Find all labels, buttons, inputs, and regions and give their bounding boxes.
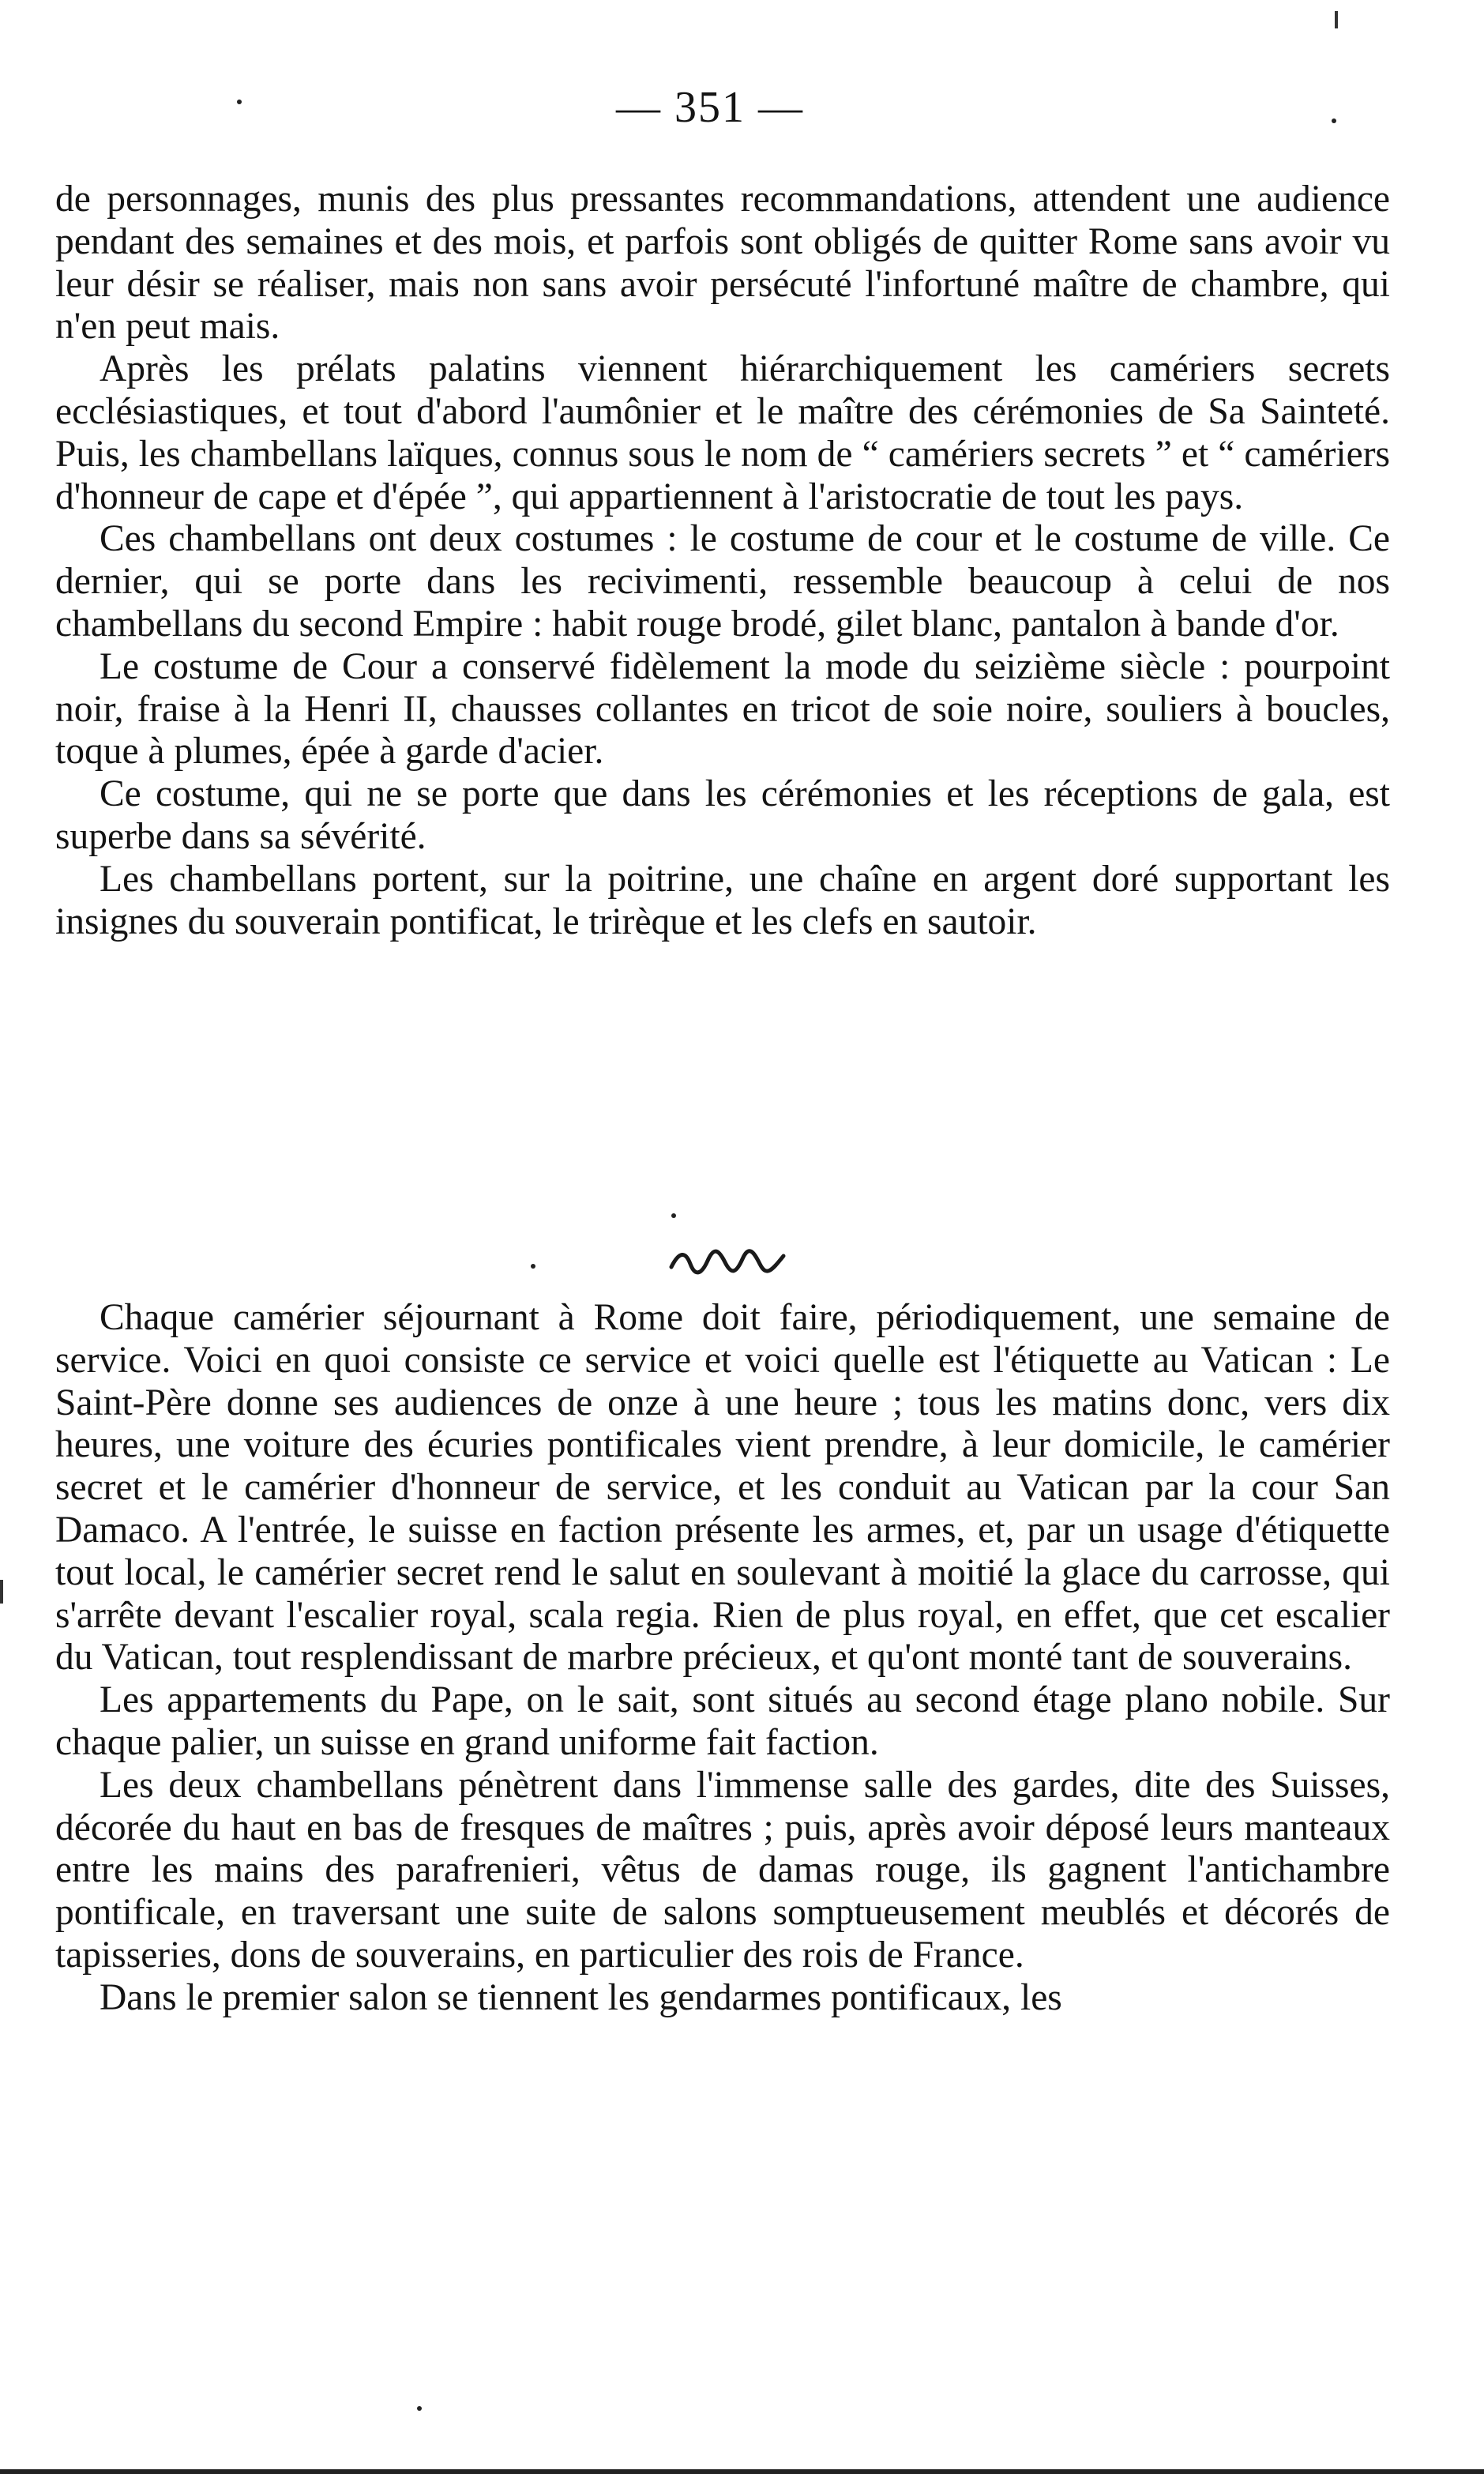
paragraph: Les chambellans portent, sur la poitrine, une chaîne en argent doré supportant les insignes du souverain pontificat, le trirèque et les clefs en sautoir. <box>55 858 1390 942</box>
page-number: — 351 — <box>616 83 804 132</box>
text-section-1 <box>55 179 1390 943</box>
text-section-2 <box>55 1297 1390 2020</box>
ink-speck <box>671 1213 676 1218</box>
ink-speck <box>1332 118 1336 123</box>
paragraph: Dans le premier salon se tiennent les gendarmes pontificaux, les <box>100 1976 1062 2018</box>
paragraph: Le costume de Cour a conservé fidèlement la mode du seizième siècle : pourpoint noir, fraise à la Henri II, chausses collantes en tricot de soie noire, souliers à boucles, toque à plumes, épée à garde d'acier. <box>55 645 1390 773</box>
paragraph: Les appartements du Pape, on le sait, sont situés au second étage plano nobile. Sur chaque palier, un suisse en grand uniforme fait faction. <box>55 1679 1390 1763</box>
ornamental-divider-icon <box>668 1246 787 1278</box>
ink-speck <box>417 2406 422 2411</box>
ink-speck <box>237 100 242 104</box>
scan-mark <box>1335 11 1338 28</box>
scan-mark <box>0 1580 3 1604</box>
paragraph: Ce costume, qui ne se porte que dans les cérémonies et les réceptions de gala, est superbe dans sa sévérité. <box>55 773 1390 857</box>
paragraph: Chaque camérier séjournant à Rome doit faire, périodiquement, une semaine de service. Voici en quoi consiste ce service et voici quelle est l'étiquette au Vatican : Le Saint-Père donne ses audiences de onze à une heure ; tous les matins donc, vers dix heures, une voiture des écuries pontificales vient prendre, à leur domicile, le camérier secret et le camérier d'honneur de service, et les conduit au Vatican par la cour San Damaco. A l'entrée, le suisse en faction présente les armes, et, par un usage d'étiquette tout local, le camérier secret rend le salut en soulevant à moitié la glace du carrosse, qui s'arrête devant l'escalier royal, scala regia. Rien de plus royal, en effet, que cet escalier du Vatican, tout resplendissant de marbre précieux, et qu'ont monté tant de souverains. <box>55 1297 1390 1679</box>
paragraph: Ces chambellans ont deux costumes : le costume de cour et le costume de ville. Ce dernier, qui se porte dans les recivimenti, ressemble beaucoup à celui de nos chambellans du second Empire : habit rouge brodé, gilet blanc, pantalon à bande d'or. <box>55 518 1390 645</box>
paragraph: Les deux chambellans pénètrent dans l'immense salle des gardes, dite des Suisses, décorée du haut en bas de fresques de maîtres ; puis, après avoir déposé leurs manteaux entre les mains des parafrenieri, vêtus de damas rouge, ils gagnent l'antichambre pontificale, en traversant une suite de salons somptueusement meublés et décorés de tapisseries, dons de souverains, en particulier des rois de France. <box>55 1764 1390 1976</box>
paragraph: Après les prélats palatins viennent hiérarchiquement les camériers secrets ecclésiastiques, et tout d'abord l'aumônier et le maître des cérémonies de Sa Sainteté. Puis, les chambellans laïques, connus sous le nom de “ camériers secrets ” et “ camériers d'honneur de cape et d'épée ”, qui appartiennent à l'aristocratie de tout les pays. <box>55 348 1390 517</box>
ink-speck <box>531 1264 535 1269</box>
scan-edge <box>0 2469 1484 2474</box>
paragraph: de personnages, munis des plus pressantes recommandations, attendent une audience pendant des semaines et des mois, et parfois sont obligés de quitter Rome sans avoir vu leur désir se réaliser, mais non sans avoir persécuté l'infortuné maître de chambre, qui n'en peut mais. <box>55 179 1390 348</box>
